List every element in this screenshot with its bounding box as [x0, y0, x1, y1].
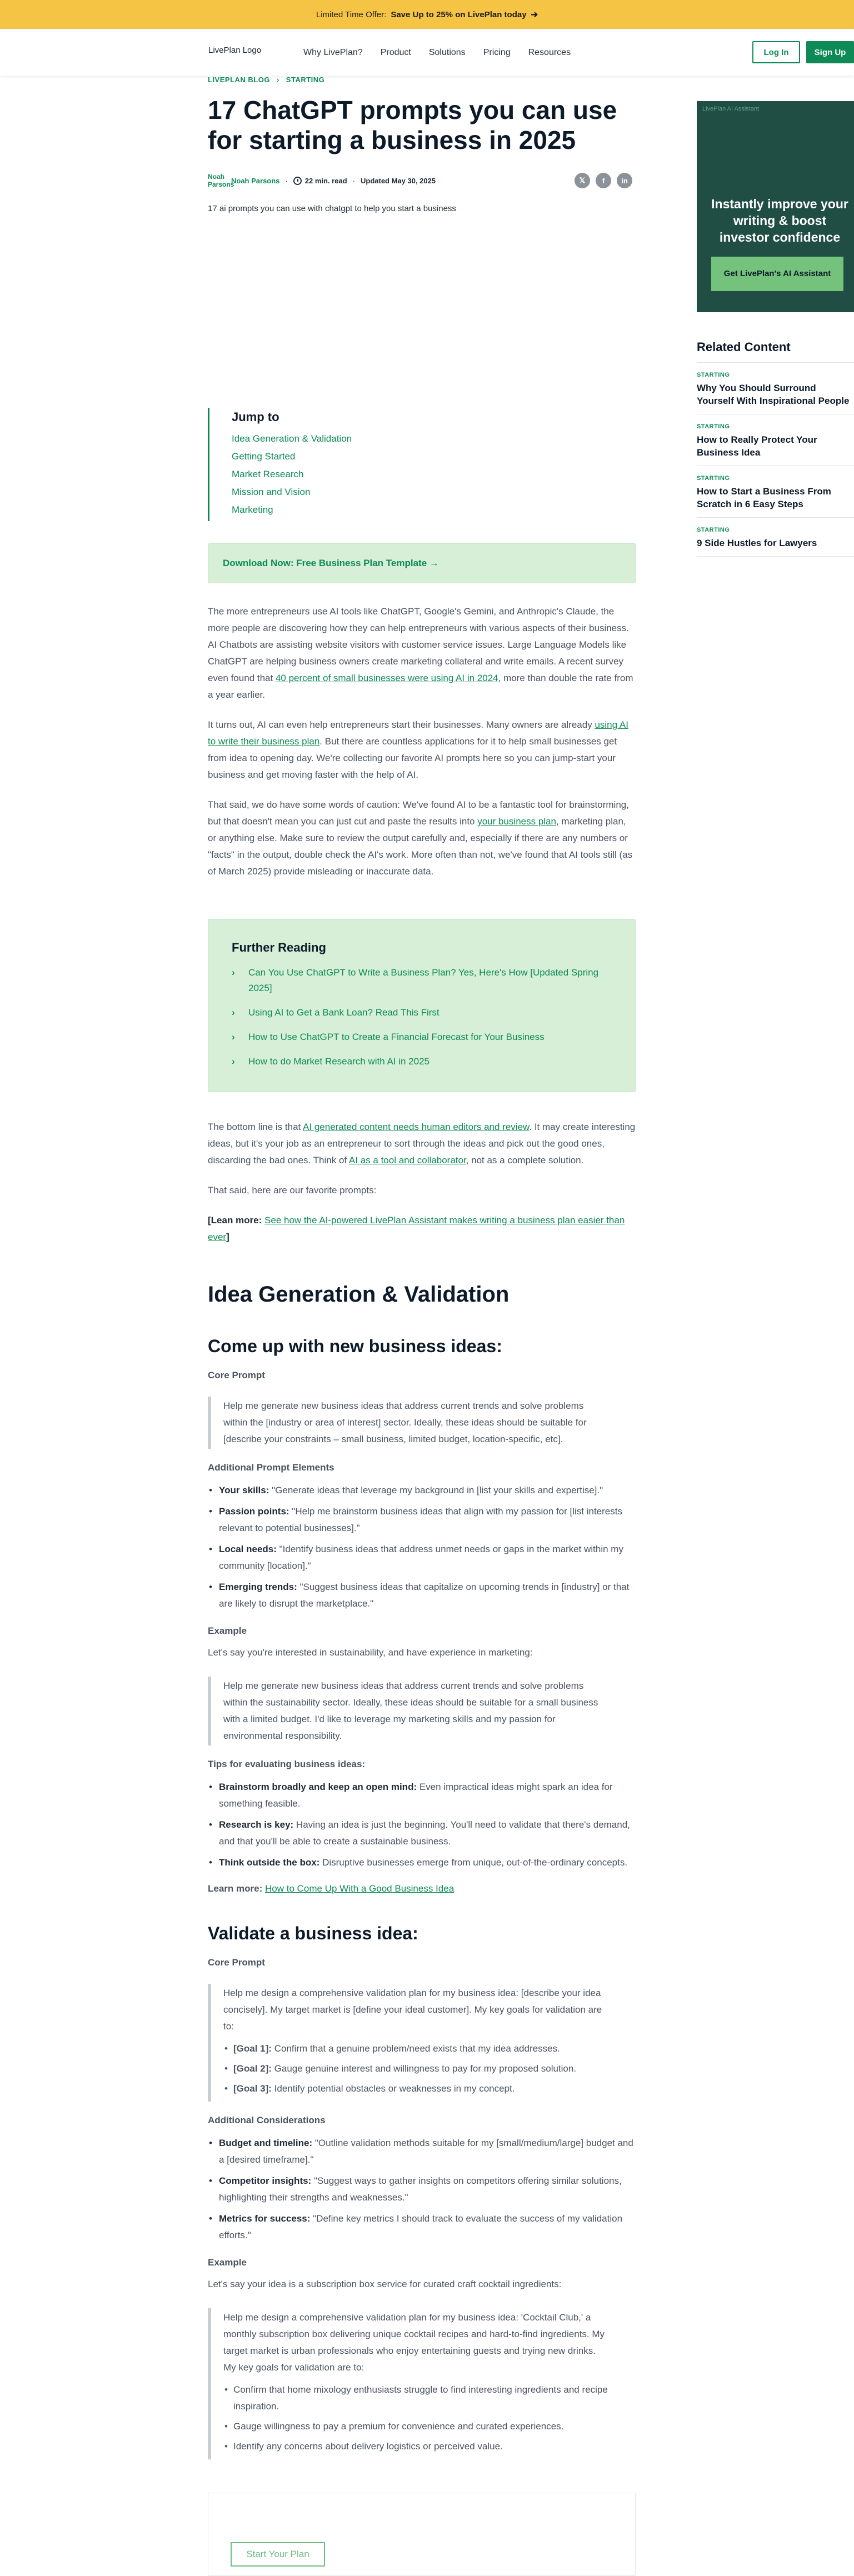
further-reading-heading: Further Reading: [232, 941, 326, 954]
clock-icon: [293, 177, 302, 185]
core-prompt-label: Core Prompt: [208, 1370, 265, 1380]
text-run: Learn more:: [208, 1883, 265, 1894]
item-key: [Goal 1]:: [233, 2043, 272, 2054]
example-intro: Let's say you're interested in sustainability, and have experience in marketing:: [208, 1647, 533, 1658]
related-title[interactable]: How to Really Protect Your Business Idea: [697, 434, 817, 458]
chevron-right-icon: ›: [276, 76, 279, 84]
article-meta: [208, 169, 636, 192]
promo-text: Limited Time Offer:: [316, 9, 387, 19]
item-value: Even impractical ideas might spark an idea for something feasible.: [219, 1782, 613, 1809]
item-value: "Suggest ways to gather insights on competitors offering similar solutions, highlighting their strengths and weaknesses.": [219, 2175, 622, 2203]
core-prompt-quote: [208, 1984, 608, 2102]
item-value: "Define key metrics I should track to evaluate the success of my validation efforts.": [219, 2213, 623, 2240]
related-item[interactable]: [697, 363, 854, 414]
prompts-intro: That said, here are our favorite prompts:: [208, 1185, 377, 1196]
example-quote: [208, 2308, 608, 2459]
intro-paragraph: [208, 797, 636, 880]
author-link[interactable]: Noah Parsons: [231, 176, 280, 185]
updated-date: Updated May 30, 2025: [360, 176, 436, 185]
additional-elements-label: Additional Prompt Elements: [208, 1462, 334, 1473]
list-item: [208, 1854, 636, 1871]
item-key: [Goal 3]:: [233, 2083, 272, 2094]
additional-considerations-label: Additional Considerations: [208, 2115, 326, 2125]
jump-item[interactable]: Idea Generation & Validation: [232, 433, 352, 444]
jump-to-heading: Jump to: [232, 410, 279, 424]
learn-more-assistant: [208, 1212, 636, 1246]
sidebar: [697, 101, 854, 557]
example-quote: [208, 1677, 608, 1745]
ai-card-heading: Instantly improve your writing & boost investor confidence: [711, 197, 848, 244]
breadcrumb: [208, 76, 636, 84]
share-icons: [575, 173, 632, 188]
nav-pricing[interactable]: Pricing: [483, 48, 511, 57]
item-value: "Outline validation methods suitable for my [small/medium/large] budget and a [desired timeframe].": [219, 2138, 633, 2165]
core-prompt-label: Core Prompt: [208, 1957, 265, 1968]
ai-tool-link[interactable]: AI as a tool and collaborator: [348, 1155, 466, 1166]
human-editors-link[interactable]: AI generated content needs human editors and review: [303, 1122, 530, 1132]
quote-text: Help me design a comprehensive validation plan for my business idea: 'Cocktail Club,' a monthly subscription box delivering unique cocktail recipes and hard-to-find ingredients. My target market is urban professionals who enjoy entertaining guests and trying new drinks. My key goals for validation are to:: [223, 2312, 605, 2373]
item-key: Research is key:: [219, 1819, 294, 1830]
list-item: [208, 2135, 636, 2168]
item-value: "Help me brainstorm business ideas that align with my passion for [list interests relevant to potential businesses].": [219, 1506, 622, 1533]
item-value: "Generate ideas that leverage my background in [list your skills and expertise].": [269, 1485, 603, 1495]
list-item: • Confirm that home mixology enthusiasts struggle to find interesting ingredients and recipe inspiration.: [223, 2382, 608, 2415]
text-run: , marketing plan, or anything else. Make sure to review the output carefully and, especially if there are any numbers or "facts" in the output, double check the AI's work. More often than not, we've found that AI tools still (as of March 2025) provide misleading or inaccurate data.: [208, 816, 633, 877]
related-category[interactable]: STARTING: [697, 423, 730, 430]
learn-more: [208, 1883, 636, 1894]
further-reading-item[interactable]: [232, 1054, 613, 1069]
start-plan-box: [208, 2493, 636, 2576]
text-run: ]: [226, 1232, 229, 1242]
item-key: Think outside the box:: [219, 1857, 320, 1868]
promo-cta-link[interactable]: Save Up to 25% on LivePlan today: [391, 9, 527, 19]
main-nav: [303, 48, 571, 58]
nav-solutions[interactable]: Solutions: [428, 48, 466, 57]
chevron-right-icon: ›: [232, 1007, 235, 1018]
item-value: "Identify business ideas that address unmet needs or gaps in the market within my community [location].": [219, 1544, 623, 1571]
related-item[interactable]: [697, 518, 854, 557]
example-intro: Let's say your idea is a subscription box service for curated craft cocktail ingredients:: [208, 2279, 562, 2289]
item-key: Brainstorm broadly and keep an open mind:: [219, 1782, 417, 1792]
promo-banner[interactable]: [0, 0, 854, 29]
further-reading-item[interactable]: [232, 965, 613, 996]
item-value: Identify potential obstacles or weaknesses in my concept.: [271, 2083, 515, 2094]
text-run: , more than double the rate from a year earlier.: [208, 673, 633, 700]
item-key: Metrics for success:: [219, 2213, 311, 2224]
item-key: Local needs:: [219, 1544, 277, 1554]
jump-to-nav: [208, 408, 636, 521]
item-key: Emerging trends:: [219, 1582, 297, 1592]
item-key: Competitor insights:: [219, 2175, 312, 2186]
ai-card-image-label: LivePlan AI Assistant: [702, 106, 760, 112]
item-value: Gauge genuine interest and willingness to pay for my proposed solution.: [271, 2063, 577, 2074]
subsection-heading: Validate a business idea:: [208, 1923, 418, 1943]
related-category[interactable]: STARTING: [697, 372, 730, 378]
text-run: The bottom line is that: [208, 1122, 303, 1132]
meta-separator: ·: [352, 176, 355, 185]
breadcrumb-blog[interactable]: LIVEPLAN BLOG: [208, 76, 270, 84]
arrow-right-icon: ➔: [531, 10, 538, 19]
list-item: [208, 1579, 636, 1612]
list-item: [208, 2173, 636, 2206]
jump-item[interactable]: Getting Started: [232, 451, 296, 462]
quote-text: Help me generate new business ideas that address current trends and solve problems within the sustainability sector. Ideally, these ideas should be suitable for a small business with a limited budget. I'd like to leverage my marketing skills and my passion for environmental responsibility.: [223, 1680, 598, 1741]
list-item: [208, 1503, 636, 1537]
example-label: Example: [208, 2257, 247, 2268]
breadcrumb-category[interactable]: STARTING: [286, 76, 325, 84]
related-title[interactable]: 9 Side Hustles for Lawyers: [697, 538, 817, 548]
item-key: Budget and timeline:: [219, 2138, 313, 2148]
list-item: • Gauge willingness to pay a premium for convenience and curated experiences.: [223, 2418, 608, 2435]
item-value: Disruptive businesses emerge from unique, out-of-the-ordinary concepts.: [319, 1857, 628, 1868]
list-item: [223, 2080, 608, 2097]
core-prompt-quote: [208, 1397, 608, 1449]
tips-list: [208, 1779, 636, 1871]
related-heading: Related Content: [697, 340, 854, 363]
intro-paragraph: [208, 717, 636, 783]
intro-paragraph: [208, 603, 636, 703]
start-plan-button[interactable]: Start Your Plan: [231, 2542, 325, 2567]
example-goals-list: [223, 2382, 608, 2455]
nav-why-liveplan[interactable]: Why LivePlan?: [303, 48, 363, 57]
survey-link[interactable]: 40 percent of small businesses were using AI in 2024: [275, 673, 498, 683]
site-header: [0, 29, 854, 76]
text-run: . But there are countless applications for it to help small businesses get from idea to opening day. We're collecting our favorite AI prompts here so you can jump-start your business and get moving faster with the help of AI.: [208, 736, 617, 780]
list-item: • Identify any concerns about delivery logistics or perceived value.: [223, 2438, 608, 2455]
text-run: [Lean more:: [208, 1215, 265, 1226]
item-value: "Suggest business ideas that capitalize on upcoming trends in [industry] or that are likely to disrupt the marketplace.": [219, 1582, 630, 1609]
jump-item[interactable]: Market Research: [232, 469, 304, 479]
item-key: Your skills:: [219, 1485, 269, 1495]
bottom-line-paragraph: [208, 1119, 636, 1169]
item-key: [Goal 2]:: [233, 2063, 272, 2074]
assistant-link[interactable]: See how the AI-powered LivePlan Assistant makes writing a business plan easier than ever: [208, 1215, 625, 1242]
list-item: [208, 1779, 636, 1812]
article-title: 17 ChatGPT prompts you can use for starting a business in 2025: [208, 96, 617, 154]
article: [208, 76, 636, 2576]
list-item: [208, 2210, 636, 2244]
quote-text: Help me design a comprehensive validation plan for my business idea: [describe your idea concisely]. My target market is [define your ideal customer]. My key goals for validation are to:: [223, 1988, 602, 2032]
item-value: Having an idea is just the beginning. You'll need to validate that there's demand, and that you'll be able to create a sustainable business.: [219, 1819, 630, 1847]
download-template-link[interactable]: Download Now: Free Business Plan Template →: [208, 543, 636, 583]
read-time: 22 min. read: [304, 176, 347, 185]
ai-assistant-button[interactable]: Get LivePlan's AI Assistant: [711, 257, 843, 291]
further-reading-item[interactable]: [232, 1005, 613, 1021]
related-category[interactable]: STARTING: [697, 475, 730, 482]
list-item: [223, 2040, 608, 2057]
quote-text: Help me generate new business ideas that address current trends and solve problems within the [industry or area of interest] sector. Ideally, these ideas should be suitable for [describe your constraints – small business, limited budget, location-specific, etc].: [223, 1400, 587, 1444]
tips-label: Tips for evaluating business ideas:: [208, 1759, 366, 1769]
author-avatar[interactable]: Noah Parsons: [208, 173, 234, 188]
jump-item[interactable]: Marketing: [232, 504, 273, 515]
text-run: The more entrepreneurs use AI tools like ChatGPT, Google's Gemini, and Anthropic's Claude, the more people are discovering how they can help entrepreneurs with various aspects of their business. AI Chatbots are assisting website visitors with customer service issues. Large Language Models like ChatGPT are helping business owners create marketing collateral and write emails. A recent survey even found that: [208, 606, 629, 683]
list-item: [208, 1482, 636, 1499]
further-reading-link[interactable]: How to do Market Research with AI in 2025: [248, 1056, 430, 1067]
business-plan-ai-link[interactable]: using AI to write their business plan: [208, 719, 628, 747]
text-run: It turns out, AI can even help entrepreneurs start their businesses. Many owners are already: [208, 719, 595, 730]
related-content: [697, 340, 854, 557]
ai-assistant-card: [697, 101, 854, 312]
further-reading-link[interactable]: Using AI to Get a Bank Loan? Read This First: [248, 1007, 440, 1018]
list-item: [223, 2060, 608, 2077]
list-item: [208, 1817, 636, 1850]
section-heading: Idea Generation & Validation: [208, 1282, 510, 1307]
meta-separator: ·: [285, 176, 288, 185]
related-title[interactable]: How to Start a Business From Scratch in 6 Easy Steps: [697, 486, 831, 509]
related-title[interactable]: Why You Should Surround Yourself With Inspirational People: [697, 383, 850, 406]
goals-list: [223, 2040, 608, 2097]
further-reading-link[interactable]: How to Use ChatGPT to Create a Financial Forecast for Your Business: [248, 1032, 545, 1042]
item-value: Confirm that a genuine problem/need exists that my idea addresses.: [271, 2043, 560, 2054]
chevron-right-icon: ›: [232, 1032, 235, 1042]
jump-item[interactable]: Mission and Vision: [232, 487, 311, 497]
related-item[interactable]: [697, 466, 854, 518]
liveplan-logo[interactable]: LivePlan Logo: [208, 46, 262, 55]
your-business-plan-link[interactable]: your business plan: [477, 816, 556, 827]
text-run: That said, we do have some words of caution: We've found AI to be a fantastic tool for brainstorming, but that doesn't mean you can just cut and paste the results into: [208, 799, 629, 827]
further-reading-box: [208, 919, 636, 1092]
chevron-right-icon: ›: [232, 1056, 235, 1067]
login-button[interactable]: Log In: [752, 41, 800, 63]
related-category[interactable]: STARTING: [697, 527, 730, 533]
further-reading-link[interactable]: Can You Use ChatGPT to Write a Business Plan? Yes, Here's How [Updated Spring 2025]: [248, 967, 599, 993]
x-share-icon[interactable]: 𝕏: [575, 173, 590, 188]
signup-button[interactable]: Sign Up: [806, 41, 854, 63]
additional-considerations-list: [208, 2135, 636, 2244]
further-reading-item[interactable]: [232, 1029, 613, 1045]
item-key: Passion points:: [219, 1506, 289, 1517]
subsection-heading: Come up with new business ideas:: [208, 1336, 502, 1356]
additional-elements-list: [208, 1482, 636, 1612]
chevron-right-icon: ›: [232, 967, 235, 978]
linkedin-share-icon[interactable]: in: [617, 173, 632, 188]
nav-resources[interactable]: Resources: [528, 48, 571, 57]
nav-product[interactable]: Product: [380, 48, 411, 57]
example-label: Example: [208, 1625, 247, 1636]
text-run: . It may create interesting ideas, but it's your job as an entrepreneur to sort through the ideas and pick out the good ones, discarding the bad ones. Think of: [208, 1122, 636, 1166]
text-run: , not as a complete solution.: [466, 1155, 584, 1166]
facebook-share-icon[interactable]: f: [596, 173, 611, 188]
related-item[interactable]: [697, 414, 854, 466]
article-subtitle: 17 ai prompts you can use with chatgpt to help you start a business: [208, 204, 456, 213]
list-item: [208, 1541, 636, 1574]
business-idea-link[interactable]: How to Come Up With a Good Business Idea: [264, 1883, 455, 1894]
